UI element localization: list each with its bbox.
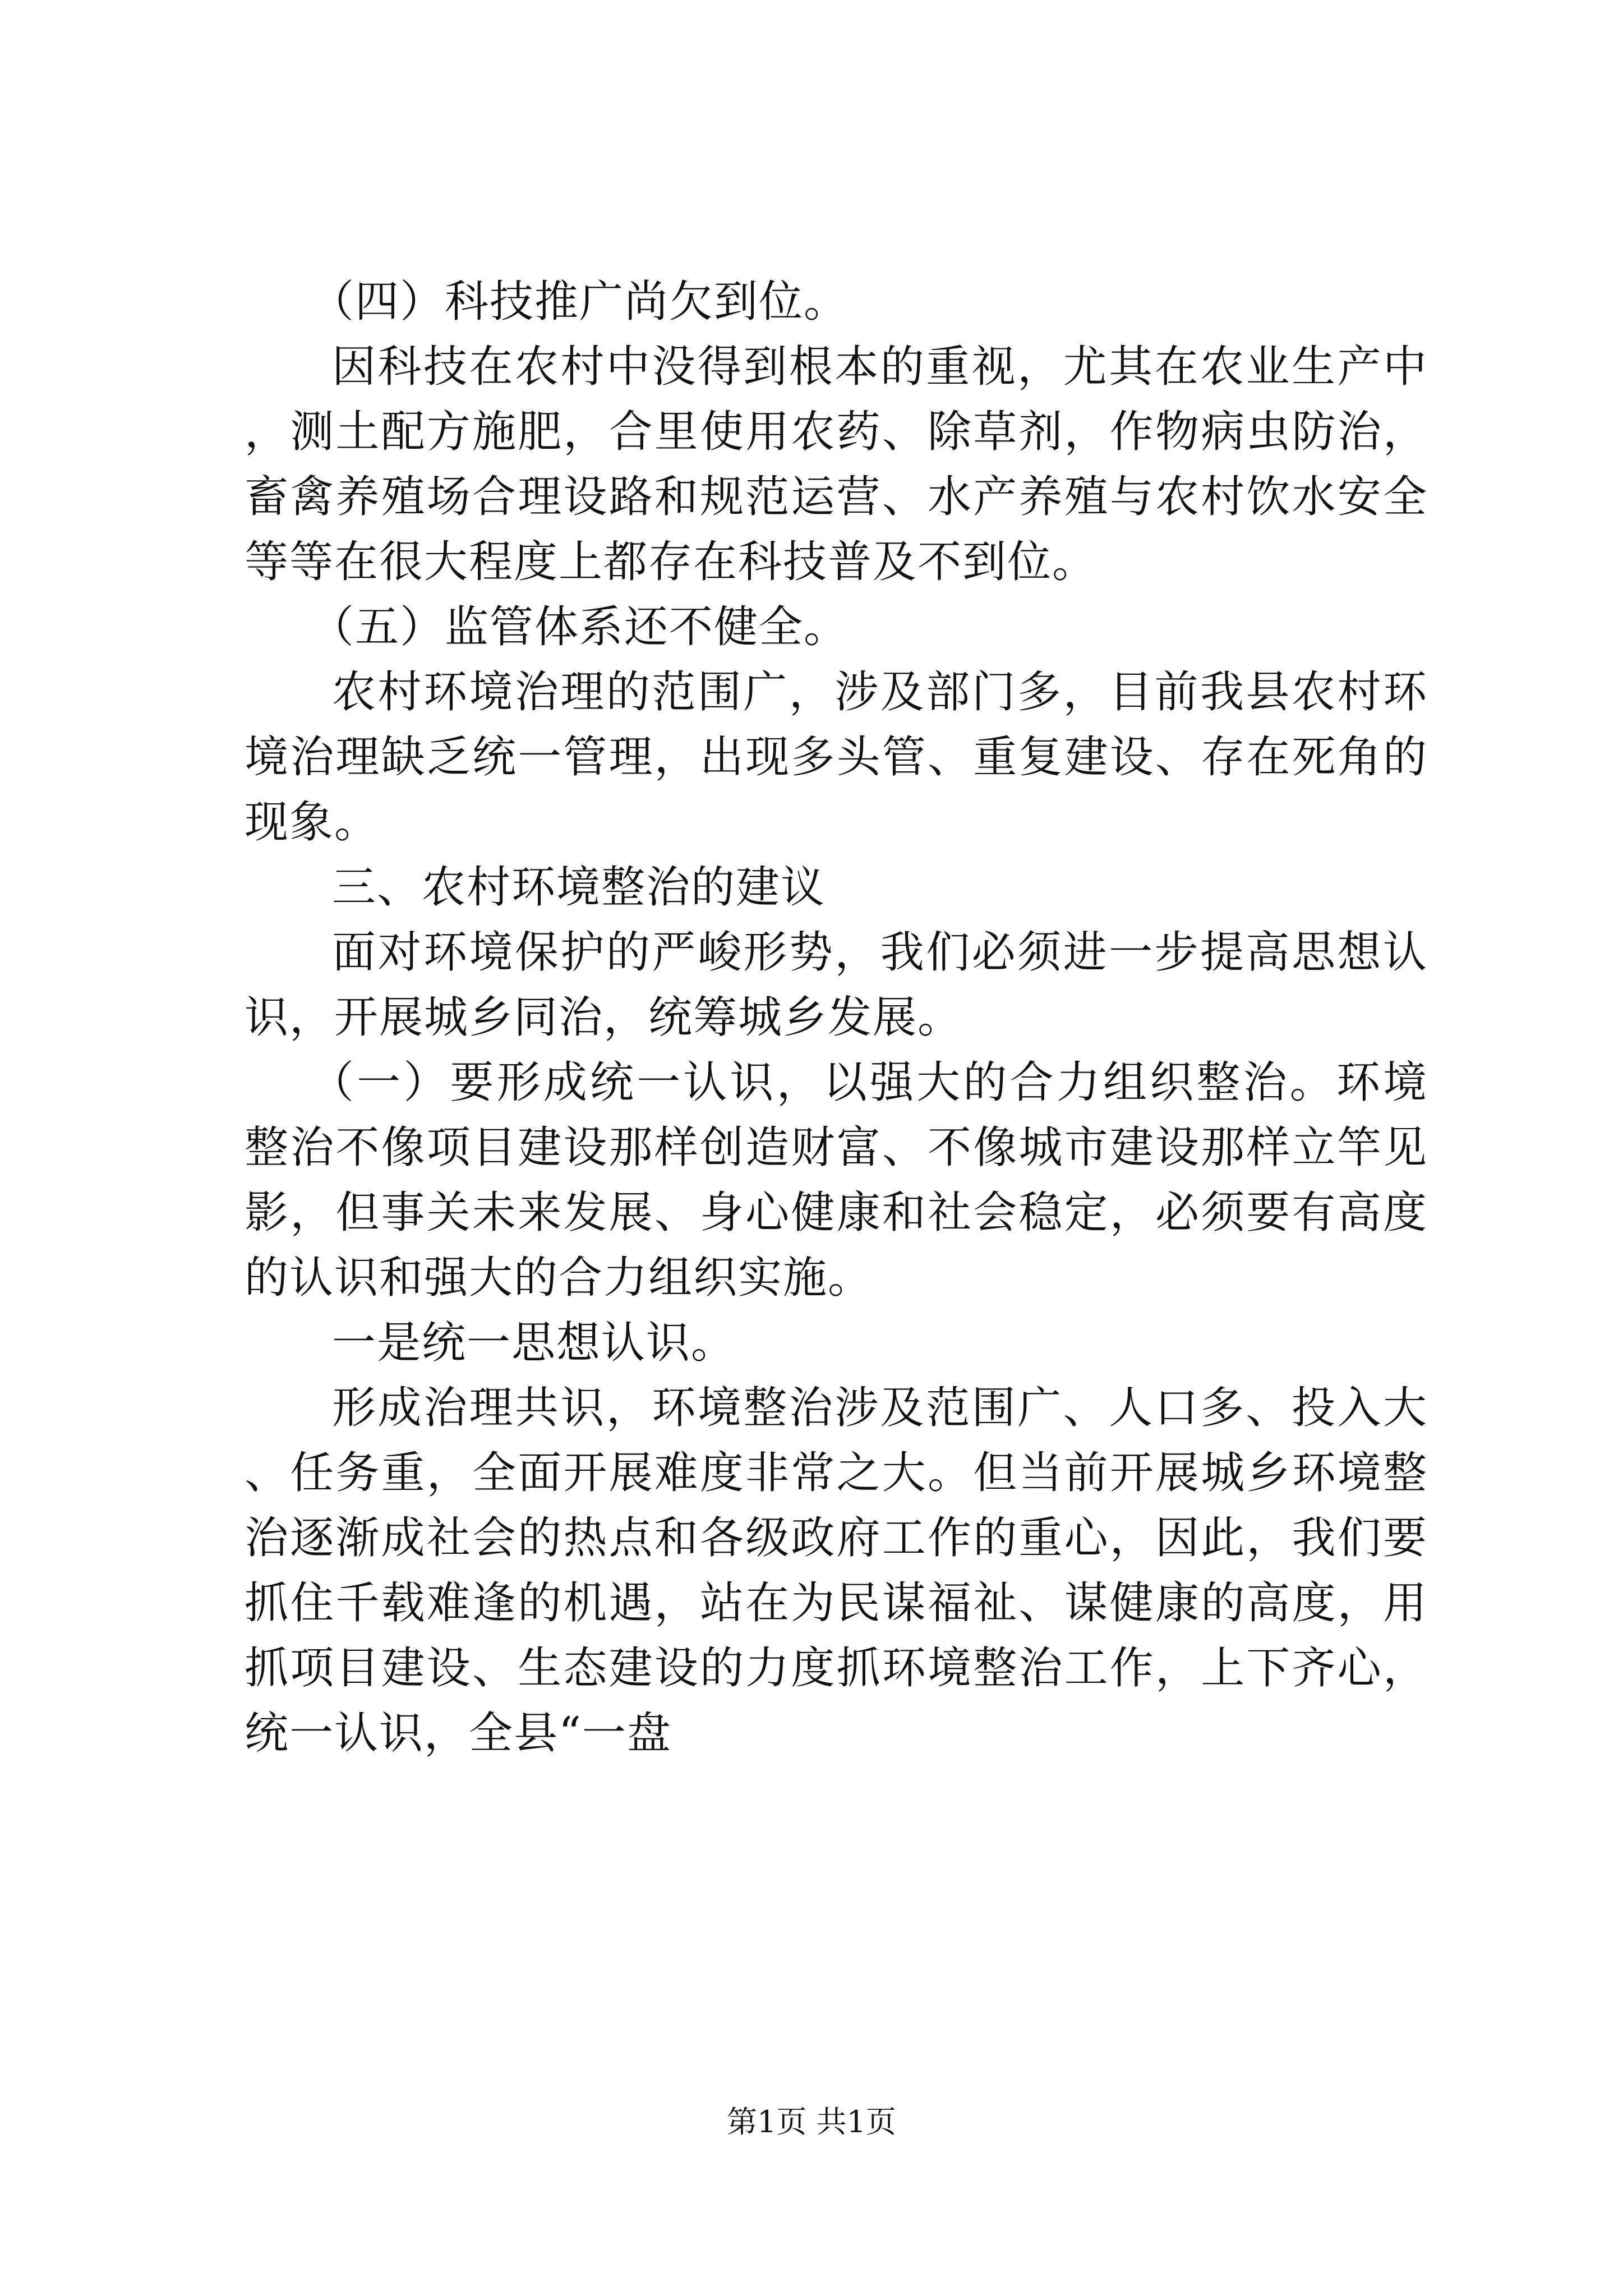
paragraph: 因科技在农村中没得到根本的重视，尤其在农业生产中，测土配方施肥，合里使用农药、除草剂，作物病虫防治，畜禽养殖场合理设路和规范运营、水产养殖与农村饮水安全等等在很大程度上都存在科技普及不到位。: [245, 342, 1428, 587]
paragraph: 农村环境治理的范围广，涉及部门多，目前我县农村环境治理缺乏统一管理，出现多头管、重复建设、存在死角的现象。: [245, 667, 1428, 848]
paragraph: 形成治理共识，环境整治涉及范围广、人口多、投入大、任务重，全面开展难度非常之大。但当前开展城乡环境整治逐渐成社会的热点和各级政府工作的重心，因此，我们要抓住千载难逢的机遇，站在为民谋福祉、谋健康的高度，用抓项目建设、生态建设的力度抓环境整治工作，上下齐心，统一认识，全县“一盘: [245, 1383, 1428, 1759]
section-heading-3: 三、农村环境整治的建议: [332, 862, 826, 913]
paragraph: （一）要形成统一认识，以强大的合力组织整治。环境整治不像项目建设那样创造财富、不像城市建设那样立竿见影，但事关未来发展、身心健康和社会稳定，必须要有高度的认识和强大的合力组织实施。: [245, 1057, 1428, 1303]
page-footer: 第1页 共1页: [727, 2104, 896, 2139]
document-body: [245, 269, 1428, 1766]
sub-heading: 一是统一思想认识。: [332, 1318, 736, 1368]
section-heading-4: （四）科技推广尚欠到位。: [310, 277, 849, 327]
section-heading-5: （五）监管体系还不健全。: [310, 602, 849, 652]
paragraph: 面对环境保护的严峻形势，我们必须进一步提高思想认识，开展城乡同治，统筹城乡发展。: [245, 927, 1428, 1043]
